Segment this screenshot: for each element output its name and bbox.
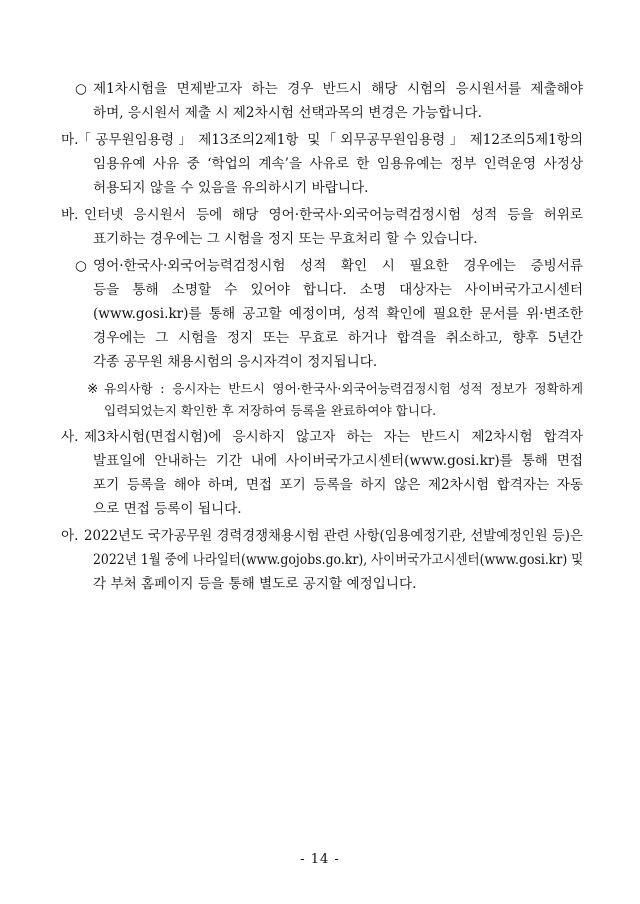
text-line: 2022년 1월 중에 나라일터(www.gojobs.go.kr), 사이버국가고시센터(www.gosi.kr) 및 [93, 552, 584, 568]
text-line: 2022년도 국가공무원 경력경쟁채용시험 관련 사항(임용예정기관, 선발예정인원 등)은 [84, 528, 583, 544]
text-line: ｢공무원임용령｣ 제13조의2제1항 및 ｢외무공무원임용령｣ 제12조의5제1항의 [84, 132, 583, 148]
circle-bullet: ○ [75, 81, 87, 97]
item-marker-ma: 마. [61, 132, 79, 148]
text-line: 하며, 응시원서 제출 시 제2차시험 선택과목의 변경은 가능합니다. [93, 105, 482, 121]
text-line: 허용되지 않을 수 있음을 유의하시기 바랍니다. [93, 180, 369, 196]
text-line: 유의사항 : 응시자는 반드시 영어·한국사·외국어능력검정시험 성적 정보가 정확하게 [104, 381, 583, 396]
item-marker-a: 아. [61, 528, 79, 544]
text-line: 인터넷 응시원서 등에 해당 영어·한국사·외국어능력검정시험 성적 등을 허위로 [84, 207, 583, 223]
text-line: 각 부처 홈페이지 등을 통해 별도로 공지할 예정입니다. [93, 576, 417, 592]
item-marker-ba: 바. [61, 207, 79, 223]
reference-mark: ※ [87, 381, 99, 397]
text-line: 제3차시험(면접시험)에 응시하지 않고자 하는 자는 반드시 제2차시험 합격자 [84, 429, 583, 445]
text-line: 임용유예 사유 중 ‘학업의 계속’을 사유로 한 임용유예는 정부 인력운영 사정상 [93, 156, 583, 172]
text-line: 으로 면접 등록이 됩니다. [93, 501, 242, 517]
text-line: 경우에는 그 시험을 정지 또는 무효로 하거나 합격을 취소하고, 향후 5년간 [93, 330, 583, 346]
text-line: 입력되었는지 확인한 후 저장하여 등록을 완료하여야 합니다. [104, 403, 437, 418]
text-line: 각종 공무원 채용시험의 응시자격이 정지됩니다. [93, 354, 378, 370]
text-line: 표기하는 경우에는 그 시험을 정지 또는 무효처리 할 수 있습니다. [93, 231, 478, 247]
item-marker-sa: 사. [61, 429, 79, 445]
text-line: 발표일에 안내하는 기간 내에 사이버국가고시센터(www.gosi.kr)를 통해 면접 [93, 453, 583, 469]
page-number: - 14 - [300, 852, 340, 867]
text-line: 등을 통해 소명할 수 있어야 합니다. 소명 대상자는 사이버국가고시센터 [93, 282, 583, 298]
text-line: 포기 등록을 해야 하며, 면접 포기 등록을 하지 않은 제2차시험 합격자는 자동 [93, 477, 583, 493]
text-line: (www.gosi.kr)를 통해 공고할 예정이며, 성적 확인에 필요한 문서를 위·변조한 [93, 306, 583, 322]
text-line: 영어·한국사·외국어능력검정시험 성적 확인 시 필요한 경우에는 증빙서류 [93, 258, 583, 274]
text-line: 제1차시험을 면제받고자 하는 경우 반드시 해당 시험의 응시원서를 제출해야 [93, 81, 583, 97]
circle-bullet: ○ [75, 258, 87, 274]
